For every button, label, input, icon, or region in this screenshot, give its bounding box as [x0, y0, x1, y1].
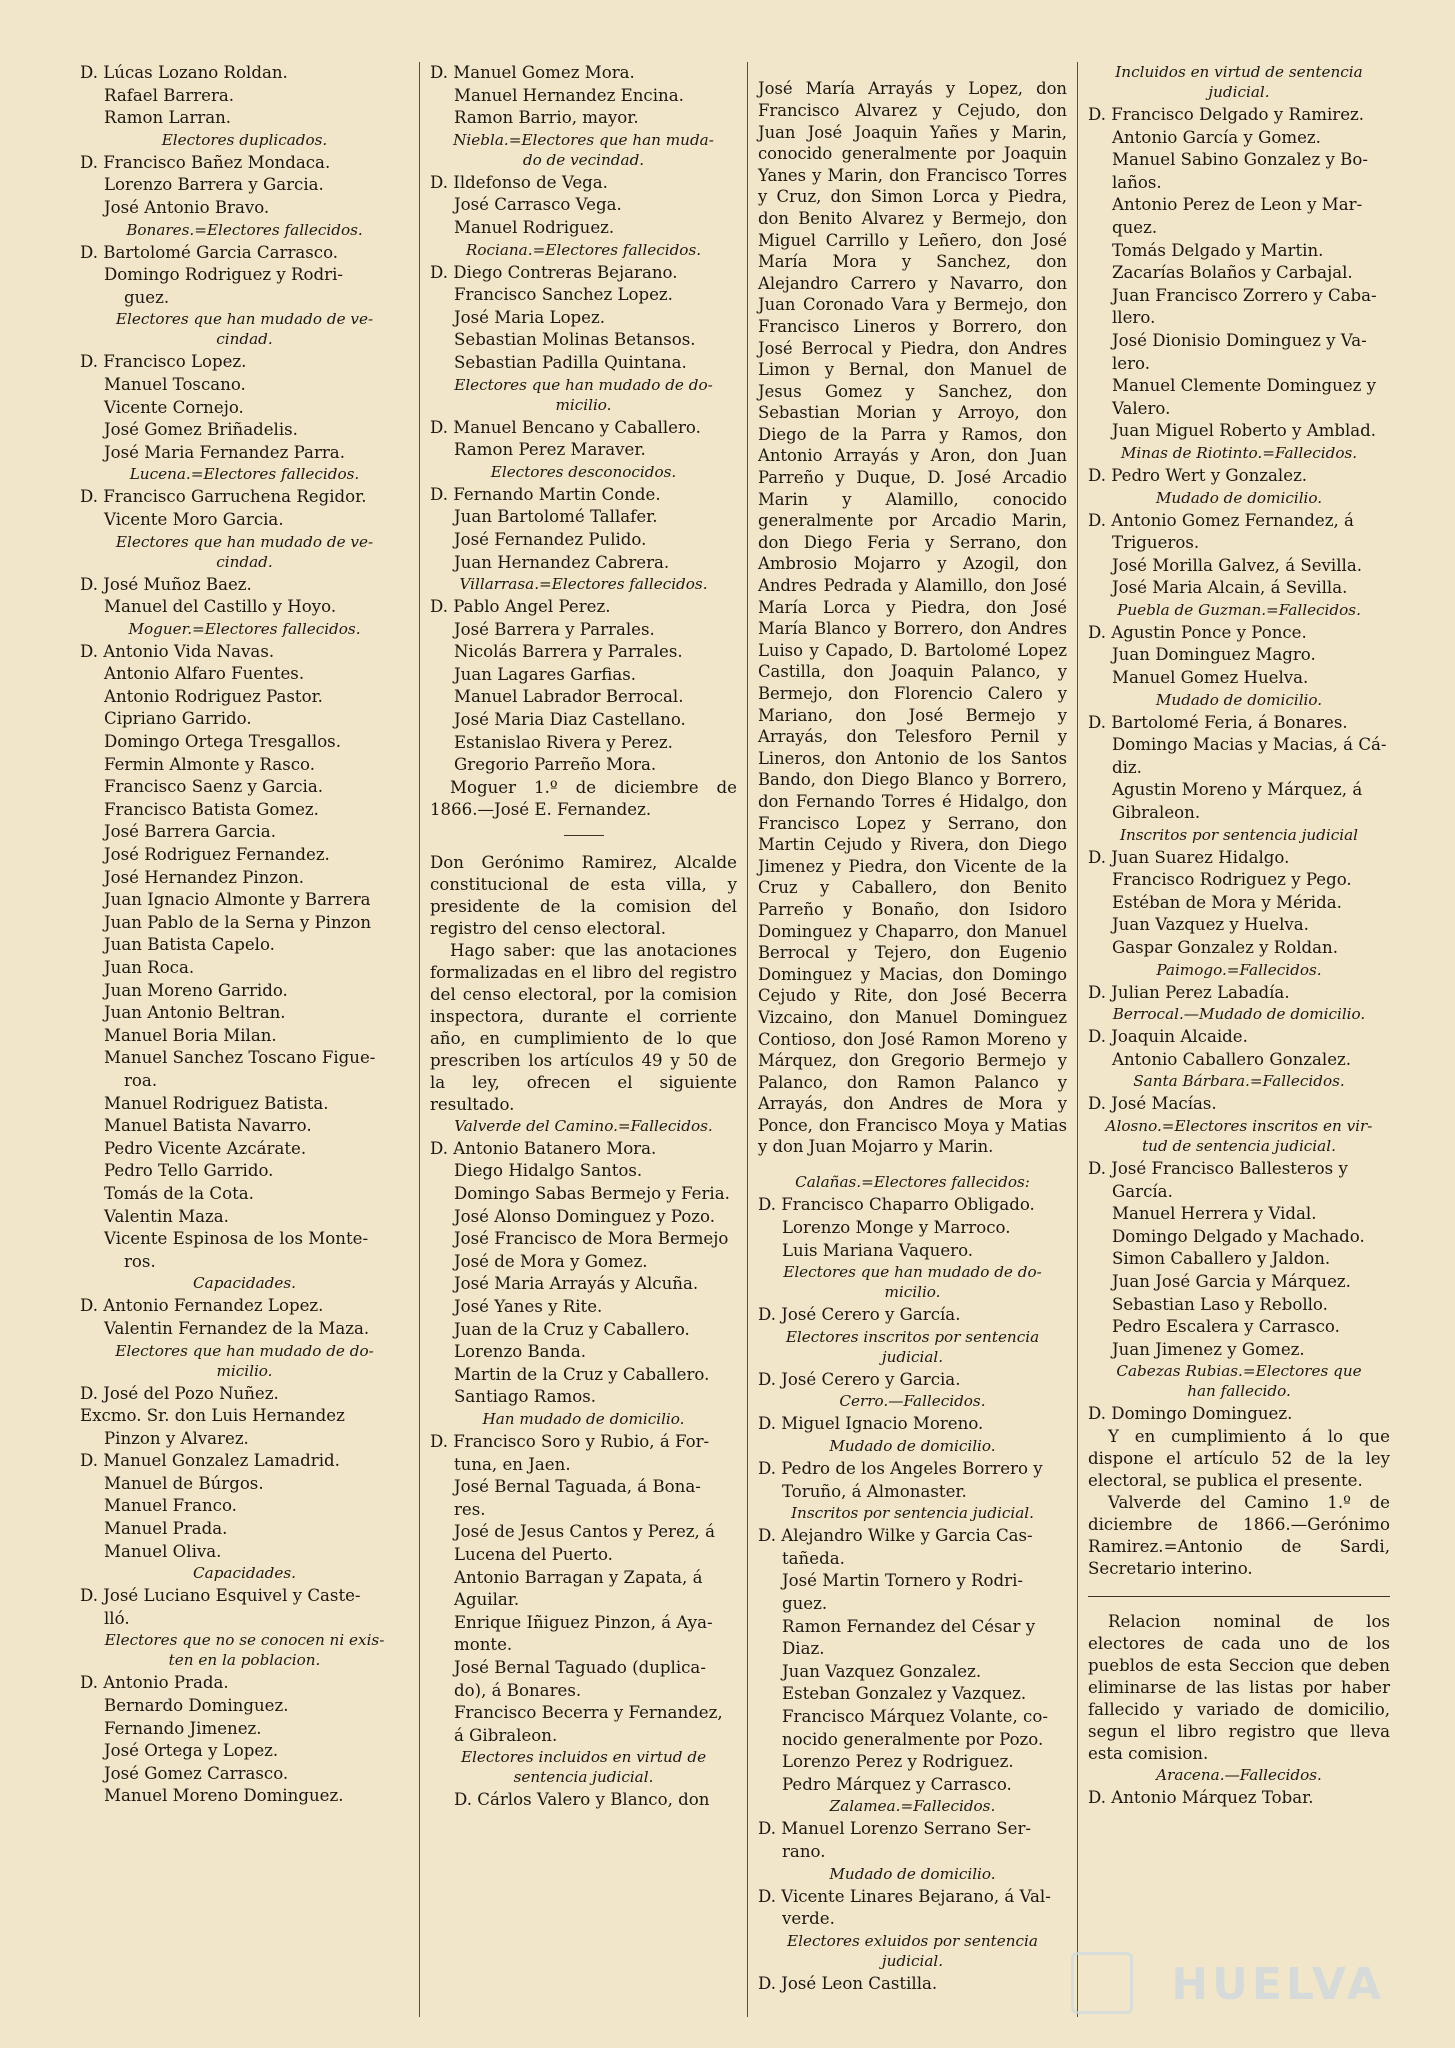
elector-name: D. Antonio Fernandez Lopez. [80, 1296, 324, 1316]
elector-name: Manuel Herrera y Vidal. [1112, 1204, 1317, 1224]
section-heading: Aracena.—Fallecidos. [1156, 1765, 1322, 1784]
elector-name: D. Pablo Angel Perez. [430, 597, 611, 617]
section-heading: Electores inscritos por sentencia [785, 1327, 1040, 1346]
announcement-body: Hago saber: que las anotaciones formalizadas en el libro del registro del censo electoral, por la comision inspectora, durante el corriente año, en cumplimiento de lo que prescriben los artículos 49 y 50 de la ley, ofrecen el siguiente resultado. [430, 940, 737, 1114]
section-heading: Mudado de domicilio. [1155, 690, 1323, 709]
section-heading: Zalamea.=Fallecidos. [829, 1797, 996, 1816]
elector-name: José de Mora y Gomez. [454, 1251, 648, 1271]
elector-name: Manuel Batista Navarro. [104, 1116, 312, 1136]
elector-name: Lorenzo Barrera y Garcia. [104, 175, 324, 195]
elector-name: José Barrera Garcia. [104, 822, 276, 842]
elector-name: Francisco Becerra y Fernandez, [454, 1703, 723, 1723]
section-heading: Han mudado de domicilio. [482, 1409, 685, 1428]
elector-name: Lorenzo Monge y Marroco. [782, 1218, 1011, 1238]
elector-name: tuna, en Jaen. [454, 1454, 571, 1474]
elector-name: Valero. [1112, 398, 1171, 418]
elector-name: Fernando Jimenez. [104, 1718, 262, 1738]
elector-name: Francisco Saenz y Garcia. [104, 777, 323, 797]
elector-name: D. Alejandro Wilke y Garcia Cas- [758, 1526, 1033, 1546]
section-heading: judicial. [881, 1347, 944, 1366]
elector-name: Manuel Labrador Berrocal. [454, 687, 684, 707]
elector-name: José Dionisio Dominguez y Va- [1112, 330, 1367, 350]
elector-name: rano. [782, 1841, 826, 1861]
elector-name: Lucena del Puerto. [454, 1544, 613, 1564]
elector-name: D. Antonio Márquez Tobar. [1088, 1787, 1314, 1807]
elector-name: D. Manuel Gomez Mora. [430, 63, 635, 82]
section-heading: Capacidades. [193, 1274, 296, 1293]
elector-name: Sebastian Padilla Quintana. [454, 352, 687, 372]
elector-name: José de Jesus Cantos y Perez, á [454, 1522, 715, 1542]
elector-name: nocido generalmente por Pozo. [782, 1729, 1044, 1749]
elector-name: D. Joaquin Alcaide. [1088, 1027, 1248, 1047]
elector-name: D. Antonio Gomez Fernandez, á [1088, 510, 1354, 530]
elector-name: monte. [454, 1635, 513, 1655]
elector-name: Francisco Batista Gomez. [104, 799, 319, 819]
elector-name: José Martin Tornero y Rodri- [782, 1571, 1024, 1591]
elector-name: Francisco Sanchez Lopez. [454, 285, 673, 305]
elector-name: José Yanes y Rite. [454, 1297, 603, 1316]
section-heading: Electores que han mudado de do- [454, 375, 713, 394]
elector-name: D. Antonio Batanero Mora. [430, 1138, 657, 1158]
archive-logo-icon [1071, 1952, 1133, 2014]
elector-name: Juan Dominguez Magro. [1112, 645, 1316, 665]
column-4 [1078, 62, 1400, 2017]
elector-name: Gregorio Parreño Mora. [454, 755, 657, 775]
elector-name: Juan Francisco Zorrero y Caba- [1112, 285, 1377, 305]
elector-name: Manuel del Castillo y Hoyo. [104, 597, 337, 617]
elector-name: D. Antonio Vida Navas. [80, 641, 275, 661]
elector-name: José Maria Diaz Castellano. [454, 710, 686, 730]
elector-name: D. Vicente Linares Bejarano, á Val- [758, 1886, 1051, 1906]
elector-name: Esteban Gonzalez y Vazquez. [782, 1684, 1027, 1704]
elector-name: Antonio Perez de Leon y Mar- [1112, 195, 1363, 215]
elector-name: lero. [1112, 353, 1151, 373]
elector-name: Agustin Moreno y Márquez, á [1112, 780, 1363, 800]
section-heading: micilio. [216, 1361, 273, 1380]
elector-name: Simon Caballero y Jaldon. [1112, 1249, 1331, 1269]
section-heading: Electores que han mudado de ve- [115, 532, 374, 551]
elector-name: Manuel Rodriguez. [454, 217, 615, 237]
elector-name: Sebastian Laso y Rebollo. [1112, 1294, 1328, 1314]
elector-name: Ramon Larran. [104, 108, 232, 128]
elector-name: Juan Miguel Roberto y Amblad. [1112, 421, 1377, 441]
section-heading: Inscritos por sentencia judicial [1119, 825, 1359, 844]
elector-name: verde. [782, 1909, 835, 1929]
column-2-list-a [430, 62, 737, 777]
section-heading: Minas de Riotinto.=Fallecidos. [1120, 443, 1358, 462]
section-heading: Villarrasa.=Electores fallecidos. [459, 575, 708, 594]
section-heading: sentencia judicial. [513, 1768, 654, 1787]
elector-name: Antonio Caballero Gonzalez. [1112, 1049, 1352, 1069]
elector-name: guez. [124, 287, 170, 307]
section-heading: Capacidades. [193, 1564, 296, 1583]
elector-name: José Maria Arrayás y Alcuña. [454, 1274, 699, 1294]
elector-name: D. José Leon Castilla. [758, 1973, 938, 1993]
elector-name: Bernardo Dominguez. [104, 1696, 289, 1716]
elector-name: D. Francisco Chaparro Obligado. [758, 1195, 1035, 1215]
elector-name: José Barrera y Parrales. [454, 619, 655, 639]
elector-name: D. Diego Contreras Bejarano. [430, 262, 678, 282]
elector-name: Pinzon y Alvarez. [104, 1428, 249, 1448]
column-3-list [758, 1174, 1067, 1995]
column-2-list-b [430, 1118, 737, 1812]
elector-name: Pedro Escalera y Carrasco. [1112, 1317, 1340, 1337]
elector-name: Manuel Prada. [104, 1519, 228, 1539]
elector-name: Juan Ignacio Almonte y Barrera [104, 890, 371, 910]
elector-name: D. José Francisco Ballesteros y [1088, 1158, 1348, 1178]
elector-name: Manuel de Búrgos. [104, 1473, 264, 1493]
elector-name: José Morilla Galvez, á Sevilla. [1112, 555, 1363, 575]
elector-name: do), á Bonares. [454, 1680, 582, 1700]
section-heading: Electores incluidos en virtud de [460, 1748, 707, 1767]
elector-name: D. Julian Perez Labadía. [1088, 982, 1290, 1002]
elector-name: D. Francisco Delgado y Ramirez. [1088, 105, 1365, 124]
elector-name: Aguilar. [454, 1590, 520, 1610]
section-heading: do de vecindad. [522, 150, 645, 169]
section-heading: Valverde del Camino.=Fallecidos. [454, 1116, 713, 1135]
elector-name: Francisco Márquez Volante, co- [782, 1706, 1048, 1726]
elector-name: Juan Roca. [104, 958, 195, 977]
elector-name: Ramon Fernandez del César y [782, 1616, 1036, 1636]
elector-name: José Bernal Taguada, á Bona- [454, 1477, 701, 1497]
elector-name: quez. [1112, 217, 1158, 237]
elector-name: José Gomez Carrasco. [104, 1763, 289, 1783]
elector-name: Fermin Almonte y Rasco. [104, 754, 316, 774]
elector-name: Rafael Barrera. [104, 85, 235, 105]
elector-name: D. José Cerero y Garcia. [758, 1369, 961, 1389]
elector-name: Juan Pablo de la Serna y Pinzon [104, 912, 372, 932]
elector-name: Domingo Rodriguez y Rodri- [104, 265, 344, 285]
elector-name: Antonio García y Gomez. [1112, 127, 1321, 147]
elector-name: Manuel Rodriguez Batista. [104, 1093, 329, 1113]
elector-name: Antonio Rodriguez Pastor. [104, 686, 323, 706]
section-heading: Cabezas Rubias.=Electores que [1116, 1362, 1362, 1381]
elector-name: Enrique Iñiguez Pinzon, á Aya- [454, 1612, 713, 1632]
section-heading: Rociana.=Electores fallecidos. [465, 240, 702, 259]
elector-name: Manuel Franco. [104, 1496, 237, 1516]
elector-name: Manuel Toscano. [104, 374, 246, 394]
elector-name: D. Francisco Soro y Rubio, á For- [430, 1431, 710, 1451]
section-heading: Paimogo.=Fallecidos. [1156, 960, 1322, 979]
elector-name: Vicente Moro Garcia. [104, 509, 284, 529]
elector-name: D. Pedro de los Angeles Borrero y [758, 1459, 1043, 1479]
elector-name: roa. [124, 1070, 158, 1090]
section-heading: tud de sentencia judicial. [1142, 1136, 1336, 1155]
separator [1088, 1596, 1390, 1597]
section-heading: Mudado de domicilio. [829, 1864, 996, 1883]
elector-name: José Antonio Bravo. [104, 197, 270, 217]
elector-name: Toruño, á Almonaster. [782, 1481, 967, 1501]
elector-name: D. Francisco Lopez. [80, 352, 247, 372]
elector-name: Manuel Sabino Gonzalez y Bo- [1112, 150, 1368, 170]
section-heading: micilio. [555, 395, 612, 414]
elector-name: D. José Luciano Esquivel y Caste- [80, 1586, 361, 1606]
section-heading: Calañas.=Electores fallecidos: [795, 1173, 1030, 1192]
section-heading: judicial. [1208, 83, 1270, 101]
elector-name: Vicente Cornejo. [104, 397, 244, 417]
elector-name: Domingo Delgado y Machado. [1112, 1226, 1365, 1246]
elector-name: D. Manuel Bencano y Caballero. [430, 417, 701, 437]
elector-name: Juan Vazquez y Huelva. [1112, 915, 1309, 935]
section-heading: Electores duplicados. [161, 130, 328, 149]
elector-name: Tomás de la Cota. [104, 1183, 254, 1203]
elector-name: José Maria Alcain, á Sevilla. [1112, 578, 1348, 598]
elector-name: D. Miguel Ignacio Moreno. [758, 1414, 984, 1434]
elector-name: Estanislao Rivera y Perez. [454, 732, 673, 752]
section-heading: Mudado de domicilio. [1155, 488, 1323, 507]
announcement-intro: Don Gerónimo Ramirez, Alcalde constitucional de esta villa, y presidente de la comision del registro del censo electoral. [430, 852, 737, 938]
elector-name: D. Manuel Lorenzo Serrano Ser- [758, 1819, 1032, 1839]
elector-name: Martin de la Cruz y Caballero. [454, 1364, 710, 1384]
elector-name: Trigueros. [1112, 533, 1200, 553]
elector-name: Santiago Ramos. [454, 1387, 596, 1407]
elector-name: D. Cárlos Valero y Blanco, don [454, 1790, 710, 1810]
section-heading: Electores que no se conocen ni exis- [104, 1631, 385, 1650]
elector-name: Pedro Tello Garrido. [104, 1161, 274, 1181]
elector-name: D. Pedro Wert y Gonzalez. [1088, 465, 1308, 485]
section-heading: cindad. [216, 330, 273, 349]
elector-name: Antonio Barragan y Zapata, á [454, 1567, 703, 1587]
elector-name: Valentin Maza. [104, 1206, 229, 1226]
section-heading: Moguer.=Electores fallecidos. [128, 619, 361, 638]
elector-name: José Hernandez Pinzon. [104, 867, 305, 887]
elector-name: Vicente Espinosa de los Monte- [104, 1229, 369, 1249]
elector-name: Nicolás Barrera y Parrales. [454, 642, 683, 662]
section-heading: ten en la poblacion. [168, 1651, 321, 1670]
elector-name: José Ortega y Lopez. [104, 1741, 279, 1761]
elector-name: D. Fernando Martin Conde. [430, 484, 661, 504]
elector-name: Ramon Barrio, mayor. [454, 108, 639, 128]
elector-name: Juan Lagares Garfias. [454, 664, 636, 684]
section-heading: Electores exluidos por sentencia [787, 1931, 1038, 1950]
section-heading: Electores que han mudado de ve- [115, 310, 374, 329]
elector-name: Sebastian Molinas Betansos. [454, 330, 696, 350]
elector-name: Luis Mariana Vaquero. [782, 1240, 974, 1260]
elector-name: José Carrasco Vega. [454, 195, 622, 215]
elector-name: Pedro Márquez y Carrasco. [782, 1774, 1012, 1794]
section-heading: Mudado de domicilio. [829, 1437, 996, 1456]
elector-name: Juan Batista Capelo. [104, 935, 275, 955]
elector-name: José Francisco de Mora Bermejo [454, 1229, 729, 1249]
elector-name: Manuel Oliva. [104, 1541, 222, 1561]
elector-name: Juan de la Cruz y Caballero. [454, 1319, 690, 1339]
elector-name: Excmo. Sr. don Luis Hernandez [80, 1406, 345, 1426]
elector-name: Pedro Vicente Azcárate. [104, 1138, 307, 1158]
elector-name: D. José Macías. [1088, 1094, 1217, 1114]
elector-name: Zacarías Bolaños y Carbajal. [1112, 263, 1353, 283]
elector-name: D. Juan Suarez Hidalgo. [1088, 847, 1290, 867]
relacion-paragraph: Relacion nominal de los electores de cada uno de los pueblos de esta Seccion que deben eliminarse de las listas por haber fallecido y variado de domicilio, segun el libro registro que lleva esta comision. [1088, 1611, 1390, 1763]
elector-name: Antonio Alfaro Fuentes. [104, 664, 305, 684]
elector-name: José Alonso Dominguez y Pozo. [454, 1206, 716, 1226]
elector-name: Domingo Sabas Bermejo y Feria. [454, 1184, 730, 1204]
elector-name: José Bernal Taguado (duplica- [454, 1657, 706, 1677]
section-heading: Niebla.=Electores que han muda- [453, 130, 714, 149]
column-4-tail [1088, 1767, 1390, 1810]
elector-name: Juan Hernandez Cabrera. [454, 552, 670, 572]
elector-name: laños. [1112, 172, 1162, 192]
elector-name: Juan Vazquez Gonzalez. [782, 1661, 982, 1681]
section-heading: han fallecido. [1187, 1382, 1291, 1401]
elector-name: D. Manuel Gonzalez Lamadrid. [80, 1451, 340, 1471]
elector-name: diz. [1112, 757, 1142, 777]
elector-name: D. Bartolomé Garcia Carrasco. [80, 242, 339, 262]
elector-name: Gaspar Gonzalez y Roldan. [1112, 938, 1339, 957]
elector-name: Diego Hidalgo Santos. [454, 1161, 643, 1181]
elector-name: D. Lúcas Lozano Roldan. [80, 63, 288, 82]
elector-name: Manuel Sanchez Toscano Figue- [104, 1048, 376, 1068]
elector-name: D. Ildefonso de Vega. [430, 172, 608, 192]
elector-name: D. Agustin Ponce y Ponce. [1088, 622, 1307, 642]
elector-name: Manuel Clemente Dominguez y [1112, 376, 1377, 396]
column-2 [420, 62, 748, 2017]
elector-name: Juan Antonio Beltran. [104, 1003, 286, 1023]
elector-name: José Rodriguez Fernandez. [104, 845, 330, 865]
elector-name: Lorenzo Banda. [454, 1342, 587, 1362]
section-heading: Cerro.—Fallecidos. [839, 1392, 986, 1411]
elector-name: Domingo Macias y Macias, á Cá- [1112, 735, 1387, 755]
elector-name: ros. [124, 1251, 156, 1271]
closing-paragraph: Y en cumplimiento á lo que dispone el artículo 52 de la ley electoral, se publica el presente. [1088, 1426, 1390, 1490]
section-heading: Incluidos en virtud de sentencia [1115, 63, 1363, 81]
elector-name: Juan José Garcia y Márquez. [1112, 1271, 1351, 1291]
elector-name: Juan Moreno Garrido. [104, 980, 288, 1000]
elector-name: Ramon Perez Maraver. [454, 440, 646, 460]
section-heading: Berrocal.—Mudado de domicilio. [1112, 1005, 1366, 1024]
section-heading: Electores desconocidos. [490, 462, 677, 481]
section-heading: Santa Bárbara.=Fallecidos. [1133, 1072, 1345, 1091]
elector-name: José Gomez Briñadelis. [104, 420, 298, 440]
elector-name: D. José Muñoz Baez. [80, 574, 252, 594]
elector-name: José Fernandez Pulido. [454, 529, 647, 549]
section-heading: Electores que han mudado de do- [115, 1341, 374, 1360]
elector-name: Manuel Gomez Huelva. [1112, 668, 1309, 688]
elector-name: tañeda. [782, 1548, 845, 1568]
section-heading: Puebla de Guzman.=Fallecidos. [1117, 600, 1361, 619]
section-heading: Lucena.=Electores fallecidos. [129, 465, 360, 484]
elector-name: Francisco Rodriguez y Pego. [1112, 870, 1352, 890]
elector-name: D. Francisco Bañez Mondaca. [80, 152, 331, 172]
separator [564, 835, 604, 836]
elector-name: Estéban de Mora y Mérida. [1112, 892, 1342, 912]
elector-name: D. José del Pozo Nuñez. [80, 1383, 279, 1403]
elector-name: á Gibraleon. [454, 1725, 558, 1745]
elector-name: Manuel Hernandez Encina. [454, 85, 684, 105]
elector-name: Manuel Boria Milan. [104, 1025, 277, 1045]
elector-name: D. Domingo Dominguez. [1088, 1404, 1293, 1424]
column-3 [748, 62, 1078, 2017]
section-heading: Bonares.=Electores fallecidos. [126, 220, 363, 239]
section-heading: judicial. [881, 1951, 944, 1970]
elector-name: Lorenzo Perez y Rodriguez. [782, 1752, 1014, 1772]
elector-name: D. Bartolomé Feria, á Bonares. [1088, 712, 1348, 732]
section-heading: Electores que han mudado de do- [783, 1263, 1042, 1282]
elector-name: José Maria Fernandez Parra. [104, 442, 345, 462]
elector-name: Juan Jimenez y Gomez. [1112, 1339, 1305, 1359]
elector-name: guez. [782, 1594, 828, 1613]
section-heading: Alosno.=Electores inscritos en vir- [1105, 1116, 1373, 1135]
elector-name: Manuel Moreno Dominguez. [104, 1786, 344, 1806]
elector-name: Domingo Ortega Tresgallos. [104, 732, 341, 752]
elector-name: José Maria Lopez. [454, 307, 606, 327]
elector-name: D. José Cerero y García. [758, 1305, 961, 1325]
elector-name: García. [1112, 1181, 1173, 1201]
section-heading: cindad. [216, 552, 273, 571]
newspaper-page [70, 62, 1400, 2017]
elector-name: Valentin Fernandez de la Maza. [104, 1318, 370, 1338]
valverde-signature: Valverde del Camino 1.º de diciembre de 1866.—Gerónimo Ramirez.=Antonio de Sardi, Secretario interino. [1088, 1492, 1390, 1578]
elector-name: Juan Bartolomé Tallafer. [454, 507, 658, 527]
section-heading: Inscritos por sentencia judicial. [791, 1504, 1034, 1523]
elector-name: D. Antonio Prada. [80, 1673, 229, 1693]
elector-name: Tomás Delgado y Martin. [1112, 240, 1324, 260]
moguer-signature: Moguer 1.º de diciembre de 1866.—José E. Fernandez. [430, 777, 737, 819]
elector-name: Gibraleon. [1112, 803, 1201, 823]
elector-name: llero. [1112, 308, 1156, 328]
elector-name: lló. [104, 1608, 130, 1628]
elector-name: Cipriano Garrido. [104, 709, 252, 729]
elector-name: D. Francisco Garruchena Regidor. [80, 487, 367, 507]
column-1 [70, 62, 420, 2017]
archive-watermark: HUELVA [1171, 1959, 1385, 2010]
elector-name: Diaz. [782, 1639, 825, 1659]
column-4-list [1088, 64, 1390, 1426]
elector-name: res. [454, 1499, 486, 1519]
judicial-names-paragraph: José María Arrayás y Lopez, don Francisco Alvarez y Cejudo, don Juan José Joaquin Yañes y Marin, conocido generalmente por Joaquin Yanes y Marin, don Francisco Torres y Cruz, don Simon Lorca y Piedra, don Benito Alvarez y Bermejo, don Miguel Carrillo y Leñero, don José María Mora y Sanchez, don Alejandro Carrero y Navarro, don Juan Coronado Vara y Bermejo, don Francisco Lineros y Borrero, don José Berrocal y Piedra, don Andres Limon y Bernal, don Manuel de Jesus Gomez y Sanchez, don Sebastian Morian y Arroyo, don Diego de la Parra y Ramos, don Antonio Arrayás y Aron, don Juan Parreño y Duque, D. José Arcadio Marin y Alamillo, conocido generalmente por Arcadio Marin, don Diego Feria y Serrano, don Ambrosio Mojarro y Azogil, don Andres Pedrada y Alamillo, don José María Lorca y Piedra, don José María Blanco y Borrero, don Andres Luiso y Capado, D. Bartolomé Lopez Castilla, don Joaquin Palanco, y Bermejo, don Florencio Calero y Mariano, don José Bermejo y Arrayás, don Telesforo Pernil y Lineros, don Antonio de los Santos Bando, don Diego Blanco y Borrero, don Fernando Torres é Hidalgo, don Francisco Lopez y Serrano, don Martin Cejudo y Rivera, don Diego Jimenez y Piedra, don Vicente de la Cruz y Caballero, don Benito Parreño y Bonaño, don Isidoro Dominguez y Chaparro, don Manuel Berrocal y Tejero, don Eugenio Dominguez y Macias, don Domingo Cejudo y Rite, don José Becerra Vizcaino, don Manuel Dominguez Contioso, don José Ramon Moreno y Márquez, don Gregorio Bermejo y Palanco, don Ramon Palanco y Arrayás, don Andres de Mora y Ponce, don Francisco Moya y Matias y don Juan Mojarro y Marin. [758, 79, 1067, 1157]
section-heading: micilio. [884, 1283, 941, 1302]
